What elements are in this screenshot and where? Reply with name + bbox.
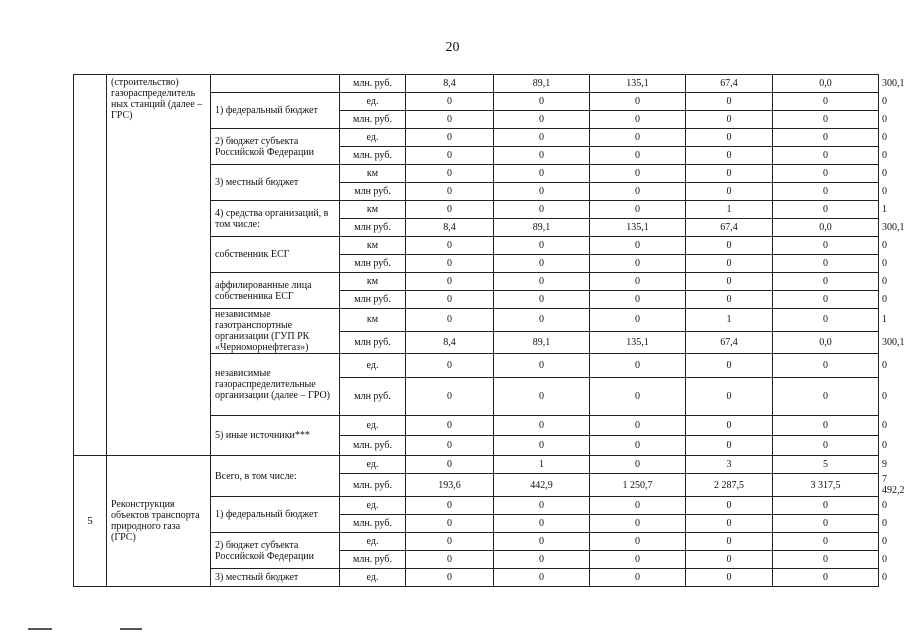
- value-cell: 2 287,5: [686, 474, 773, 497]
- value-cell: 0: [494, 378, 590, 416]
- value-cell: 0: [686, 129, 773, 147]
- value-cell: 0: [773, 273, 879, 291]
- unit-cell: ед.: [340, 569, 406, 587]
- object-name-cell: (строительство) газораспределитель ных станций (далее – ГРС): [107, 75, 211, 456]
- unit-cell: млн. руб.: [340, 436, 406, 456]
- value-cell: 3 317,5: [773, 474, 879, 497]
- value-cell: 0: [590, 255, 686, 273]
- value-cell: 0: [686, 416, 773, 436]
- value-cell: 0: [494, 255, 590, 273]
- financing-table: [73, 74, 905, 587]
- value-cell: 0: [773, 416, 879, 436]
- value-cell: 0: [590, 533, 686, 551]
- funding-source-cell: 2) бюджет субъекта Российской Федерации: [211, 533, 340, 569]
- table-row: млн. руб. 0 0 0 0 0 0: [74, 111, 879, 129]
- value-cell: 135,1: [590, 331, 686, 354]
- table-row: 1) федеральный бюджет ед. 0 0 0 0 0 0: [74, 93, 879, 111]
- value-cell: 0: [773, 93, 879, 111]
- value-cell: 0: [590, 416, 686, 436]
- value-cell: 0: [590, 309, 686, 332]
- value-cell: 0: [494, 201, 590, 219]
- value-cell: 0: [494, 93, 590, 111]
- value-cell: 8,4: [406, 75, 494, 93]
- value-cell: 1: [686, 309, 773, 332]
- value-cell: 0: [406, 456, 494, 474]
- funding-source-cell: 1) федеральный бюджет: [211, 93, 340, 129]
- value-cell: 0: [686, 255, 773, 273]
- funding-source-cell: собственник ЕСГ: [211, 237, 340, 273]
- value-cell: 0: [406, 497, 494, 515]
- value-cell: 67,4: [686, 219, 773, 237]
- value-cell: 0: [590, 147, 686, 165]
- unit-cell: км: [340, 165, 406, 183]
- unit-cell: млн. руб.: [340, 75, 406, 93]
- value-cell: 0,0: [773, 75, 879, 93]
- unit-cell: ед.: [340, 456, 406, 474]
- value-cell: 0: [686, 291, 773, 309]
- value-cell: 67,4: [686, 331, 773, 354]
- value-cell: 0: [773, 255, 879, 273]
- funding-source-cell: независимые газотранспортные организации (ГУП РК «Черноморнефтегаз»): [211, 309, 340, 354]
- value-cell: 0: [590, 354, 686, 378]
- funding-source-cell: аффилированные лица собственника ЕСГ: [211, 273, 340, 309]
- value-cell: 0: [686, 183, 773, 201]
- value-cell: 0: [686, 273, 773, 291]
- value-cell: 0: [686, 237, 773, 255]
- value-cell: 8,4: [406, 219, 494, 237]
- value-cell: 0: [406, 273, 494, 291]
- value-cell: 1: [494, 456, 590, 474]
- table-row: млн руб. 0 0 0 0 0 0: [74, 183, 879, 201]
- value-cell: 0: [406, 111, 494, 129]
- value-cell: 0: [773, 165, 879, 183]
- table-row: 4) средства организаций, в том числе: км 0 0 0 1 0 1: [74, 201, 879, 219]
- table-row: млн. руб. 0 0 0 0 0 0: [74, 515, 879, 533]
- value-cell: 0: [494, 436, 590, 456]
- funding-source-cell: 1) федеральный бюджет: [211, 497, 340, 533]
- value-cell: 0: [494, 354, 590, 378]
- value-cell: 0,0: [773, 331, 879, 354]
- value-cell: 0: [686, 533, 773, 551]
- value-cell: 0: [590, 497, 686, 515]
- value-cell: 0: [686, 111, 773, 129]
- value-cell: 0: [406, 291, 494, 309]
- funding-source-cell: 3) местный бюджет: [211, 569, 340, 587]
- value-cell: 89,1: [494, 75, 590, 93]
- value-cell: 0: [406, 309, 494, 332]
- table-row: 1) федеральный бюджет ед. 0 0 0 0 0 0: [74, 497, 879, 515]
- object-name-cell: Реконструкция объектов транспорта природного газа (ГРС): [107, 456, 211, 587]
- unit-cell: км: [340, 201, 406, 219]
- value-cell: 67,4: [686, 75, 773, 93]
- unit-cell: млн. руб.: [340, 147, 406, 165]
- value-cell: 0: [590, 291, 686, 309]
- unit-cell: млн. руб.: [340, 474, 406, 497]
- value-cell: 0: [773, 533, 879, 551]
- table-row: млн. руб. 0 0 0 0 0 0: [74, 436, 879, 456]
- table-row: независимые газораспределительные организации (далее – ГРО) ед. 0 0 0 0 0 0: [74, 354, 879, 378]
- table-row: млн руб. 0 0 0 0 0 0: [74, 255, 879, 273]
- value-cell: 1: [686, 201, 773, 219]
- footer-mark: [120, 628, 142, 630]
- table-row: млн руб. 8,4 89,1 135,1 67,4 0,0 300,1: [74, 331, 879, 354]
- value-cell: 193,6: [406, 474, 494, 497]
- unit-cell: ед.: [340, 533, 406, 551]
- footer-mark: [28, 628, 52, 630]
- unit-cell: млн. руб.: [340, 515, 406, 533]
- value-cell: 0: [406, 378, 494, 416]
- value-cell: 0: [590, 237, 686, 255]
- table-row: независимые газотранспортные организации (ГУП РК «Черноморнефтегаз») км 0 0 0 1 0 1: [74, 309, 879, 332]
- value-cell: 0: [773, 147, 879, 165]
- value-cell: 0: [773, 436, 879, 456]
- table-row: 3) местный бюджет км 0 0 0 0 0 0: [74, 165, 879, 183]
- unit-cell: млн руб.: [340, 378, 406, 416]
- unit-cell: км: [340, 273, 406, 291]
- table-row: 3) местный бюджет ед. 0 0 0 0 0 0: [74, 569, 879, 587]
- table-row: млн руб. 0 0 0 0 0 0: [74, 291, 879, 309]
- value-cell: 0: [494, 533, 590, 551]
- value-cell: 135,1: [590, 75, 686, 93]
- value-cell: 0: [406, 533, 494, 551]
- value-cell: 0: [773, 111, 879, 129]
- unit-cell: млн руб.: [340, 219, 406, 237]
- value-cell: 0: [686, 569, 773, 587]
- value-cell: 0: [773, 129, 879, 147]
- value-cell: 0: [590, 201, 686, 219]
- value-cell: 0: [406, 93, 494, 111]
- value-cell: 0: [686, 497, 773, 515]
- unit-cell: ед.: [340, 497, 406, 515]
- value-cell: 0: [686, 354, 773, 378]
- funding-source-cell: 5) иные источники***: [211, 416, 340, 456]
- value-cell: 0: [590, 456, 686, 474]
- unit-cell: млн. руб.: [340, 111, 406, 129]
- value-cell: 0: [590, 111, 686, 129]
- funding-source-cell: [211, 75, 340, 93]
- value-cell: 0: [773, 309, 879, 332]
- value-cell: 0: [494, 183, 590, 201]
- funding-source-cell: 3) местный бюджет: [211, 165, 340, 201]
- unit-cell: ед.: [340, 129, 406, 147]
- value-cell: 0: [406, 129, 494, 147]
- value-cell: 0: [686, 93, 773, 111]
- value-cell: 0: [590, 436, 686, 456]
- unit-cell: млн руб.: [340, 183, 406, 201]
- value-cell: 0: [686, 165, 773, 183]
- funding-source-cell: 4) средства организаций, в том числе:: [211, 201, 340, 237]
- table-row: 5 Реконструкция объектов транспорта природного газа (ГРС) Всего, в том числе: ед. 0 1 0 3 5 9: [74, 456, 879, 474]
- table-row: млн. руб. 0 0 0 0 0 0: [74, 551, 879, 569]
- value-cell: 135,1: [590, 219, 686, 237]
- value-cell: 0: [590, 129, 686, 147]
- value-cell: 0: [406, 255, 494, 273]
- unit-cell: ед.: [340, 354, 406, 378]
- value-cell: 0: [406, 515, 494, 533]
- value-cell: 0: [406, 237, 494, 255]
- value-cell: 0: [406, 354, 494, 378]
- value-cell: 0: [406, 436, 494, 456]
- unit-cell: ед.: [340, 93, 406, 111]
- value-cell: 0: [494, 165, 590, 183]
- value-cell: 0: [773, 569, 879, 587]
- value-cell: 0: [590, 551, 686, 569]
- value-cell: 0: [494, 497, 590, 515]
- unit-cell: ед.: [340, 416, 406, 436]
- table-row: млн руб. 0 0 0 0 0 0: [74, 378, 879, 416]
- table-row: собственник ЕСГ км 0 0 0 0 0 0: [74, 237, 879, 255]
- value-cell: 0: [590, 93, 686, 111]
- value-cell: 0: [494, 147, 590, 165]
- value-cell: 0: [773, 291, 879, 309]
- value-cell: 5: [773, 456, 879, 474]
- value-cell: 0: [494, 416, 590, 436]
- unit-cell: км: [340, 309, 406, 332]
- value-cell: 0: [590, 183, 686, 201]
- unit-cell: млн руб.: [340, 291, 406, 309]
- funding-source-cell: 2) бюджет субъекта Российской Федерации: [211, 129, 340, 165]
- value-cell: 0: [494, 237, 590, 255]
- value-cell: 8,4: [406, 331, 494, 354]
- value-cell: 0: [773, 515, 879, 533]
- value-cell: 0: [773, 551, 879, 569]
- value-cell: 0: [590, 569, 686, 587]
- unit-cell: млн руб.: [340, 255, 406, 273]
- row-number-cell: [74, 75, 107, 456]
- funding-source-cell: независимые газораспределительные организации (далее – ГРО): [211, 354, 340, 416]
- value-cell: 0: [773, 201, 879, 219]
- value-cell: 0: [590, 273, 686, 291]
- value-cell: 0: [773, 497, 879, 515]
- value-cell: 0: [686, 378, 773, 416]
- value-cell: 0: [494, 273, 590, 291]
- value-cell: 0: [773, 237, 879, 255]
- value-cell: 0: [686, 551, 773, 569]
- value-cell: 0: [590, 378, 686, 416]
- table-row: млн. руб. 193,6 442,9 1 250,7 2 287,5 3 317,5 7 492,2: [74, 474, 879, 497]
- value-cell: 0: [406, 183, 494, 201]
- value-cell: 1 250,7: [590, 474, 686, 497]
- value-cell: 0: [494, 309, 590, 332]
- value-cell: 442,9: [494, 474, 590, 497]
- value-cell: 0: [494, 111, 590, 129]
- value-cell: 0: [406, 569, 494, 587]
- value-cell: 0: [494, 551, 590, 569]
- value-cell: 0: [406, 551, 494, 569]
- value-cell: 0: [686, 515, 773, 533]
- value-cell: 0: [773, 183, 879, 201]
- value-cell: 0,0: [773, 219, 879, 237]
- value-cell: 0: [406, 147, 494, 165]
- value-cell: 89,1: [494, 219, 590, 237]
- page-number: 20: [445, 40, 460, 55]
- value-cell: 0: [494, 129, 590, 147]
- table-row: аффилированные лица собственника ЕСГ км 0 0 0 0 0 0: [74, 273, 879, 291]
- unit-cell: км: [340, 237, 406, 255]
- value-cell: 0: [773, 354, 879, 378]
- value-cell: 0: [773, 378, 879, 416]
- value-cell: 0: [686, 147, 773, 165]
- value-cell: 0: [686, 436, 773, 456]
- value-cell: 0: [494, 569, 590, 587]
- value-cell: 0: [590, 165, 686, 183]
- unit-cell: млн. руб.: [340, 551, 406, 569]
- value-cell: 0: [494, 515, 590, 533]
- table-body: [74, 75, 905, 587]
- table-row: 5) иные источники*** ед. 0 0 0 0 0 0: [74, 416, 879, 436]
- table-row: млн руб. 8,4 89,1 135,1 67,4 0,0 300,1: [74, 219, 879, 237]
- value-cell: 0: [406, 165, 494, 183]
- value-cell: 0: [590, 515, 686, 533]
- table-row: 2) бюджет субъекта Российской Федерации ед. 0 0 0 0 0 0: [74, 129, 879, 147]
- table-row: 2) бюджет субъекта Российской Федерации ед. 0 0 0 0 0 0: [74, 533, 879, 551]
- value-cell: 3: [686, 456, 773, 474]
- value-cell: 89,1: [494, 331, 590, 354]
- unit-cell: млн руб.: [340, 331, 406, 354]
- value-cell: 0: [494, 291, 590, 309]
- funding-source-cell: Всего, в том числе:: [211, 456, 340, 497]
- table-row: млн. руб. 0 0 0 0 0 0: [74, 147, 879, 165]
- table-row: (строительство) газораспределитель ных станций (далее – ГРС) млн. руб. 8,4 89,1 135,1 67,4 0,0 300,1: [74, 75, 879, 93]
- row-number-cell: 5: [74, 456, 107, 587]
- value-cell: 0: [406, 416, 494, 436]
- value-cell: 0: [406, 201, 494, 219]
